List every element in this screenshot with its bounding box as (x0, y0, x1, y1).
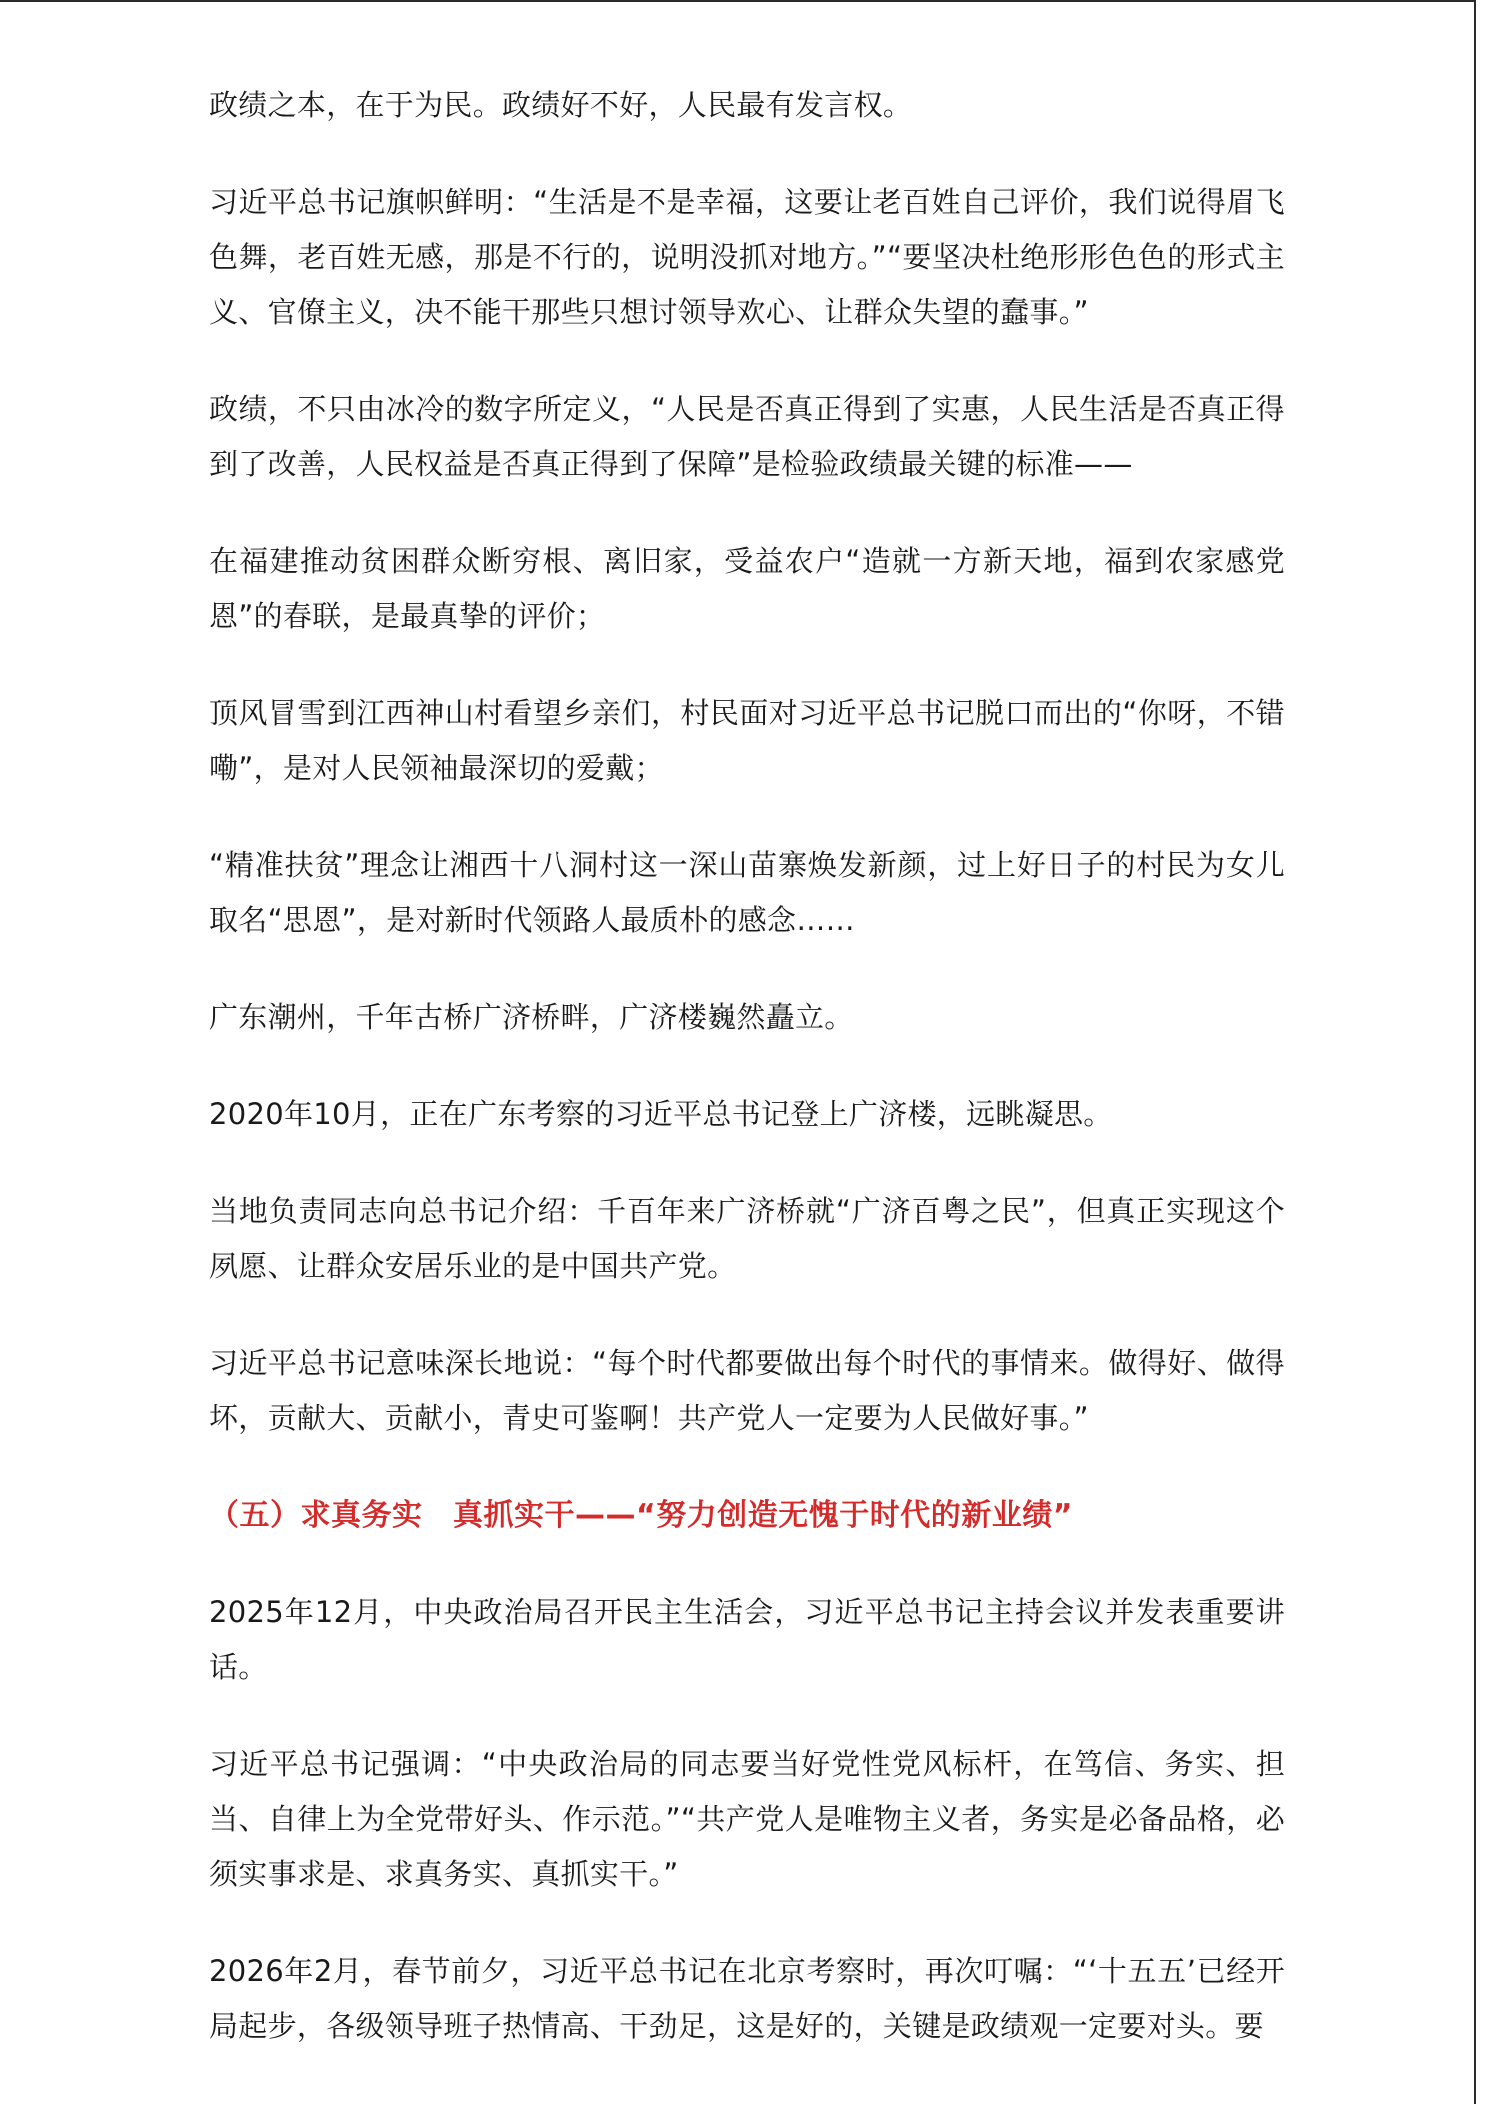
paragraph: 广东潮州，千年古桥广济桥畔，广济楼巍然矗立。 (209, 1000, 854, 1034)
paragraph: 2020年10月，正在广东考察的习近平总书记登上广济楼，远眺凝思。 (209, 1097, 1113, 1131)
article-body (209, 78, 1285, 2096)
paragraph: “精准扶贫”理念让湘西十八洞村这一深山苗寨焕发新颜，过上好日子的村民为女儿取名“思恩”，是对新时代领路人最质朴的感念…… (209, 848, 1285, 937)
paragraph: 习近平总书记意味深长地说：“每个时代都要做出每个时代的事情来。做得好、做得坏，贡献大、贡献小，青史可鉴啊！共产党人一定要为人民做好事。” (209, 1346, 1285, 1435)
paragraph: 习近平总书记强调：“中央政治局的同志要当好党性党风标杆，在笃信、务实、担当、自律上为全党带好头、作示范。”“共产党人是唯物主义者，务实是必备品格，必须实事求是、求真务实、真抓实干。” (209, 1747, 1285, 1891)
paragraph: 在福建推动贫困群众断穷根、离旧家，受益农户“造就一方新天地，福到农家感党恩”的春联，是最真挚的评价； (209, 544, 1285, 633)
paragraph: 政绩，不只由冰冷的数字所定义，“人民是否真正得到了实惠，人民生活是否真正得到了改善，人民权益是否真正得到了保障”是检验政绩最关键的标准—— (209, 392, 1285, 481)
paragraph: 2025年12月，中央政治局召开民主生活会，习近平总书记主持会议并发表重要讲话。 (209, 1595, 1285, 1684)
paragraph: 习近平总书记旗帜鲜明：“生活是不是幸福，这要让老百姓自己评价，我们说得眉飞色舞，老百姓无感，那是不行的，说明没抓对地方。”“要坚决杜绝形形色色的形式主义、官僚主义，决不能干那些只想讨领导欢心、让群众失望的蠢事。” (209, 185, 1285, 329)
paragraph: 当地负责同志向总书记介绍：千百年来广济桥就“广济百粤之民”，但真正实现这个夙愿、让群众安居乐业的是中国共产党。 (209, 1194, 1285, 1283)
paragraph: 政绩之本，在于为民。政绩好不好，人民最有发言权。 (209, 88, 913, 122)
paragraph: 顶风冒雪到江西神山村看望乡亲们，村民面对习近平总书记脱口而出的“你呀，不错嘞”，是对人民领袖最深切的爱戴； (209, 696, 1285, 785)
paragraph: 2026年2月，春节前夕，习近平总书记在北京考察时，再次叮嘱：“‘十五五’已经开局起步，各级领导班子热情高、干劲足，这是好的，关键是政绩观一定要对头。要 (209, 1954, 1285, 2043)
section-heading: （五）求真务实 真抓实干——“努力创造无愧于时代的新业绩” (209, 1498, 1073, 1533)
